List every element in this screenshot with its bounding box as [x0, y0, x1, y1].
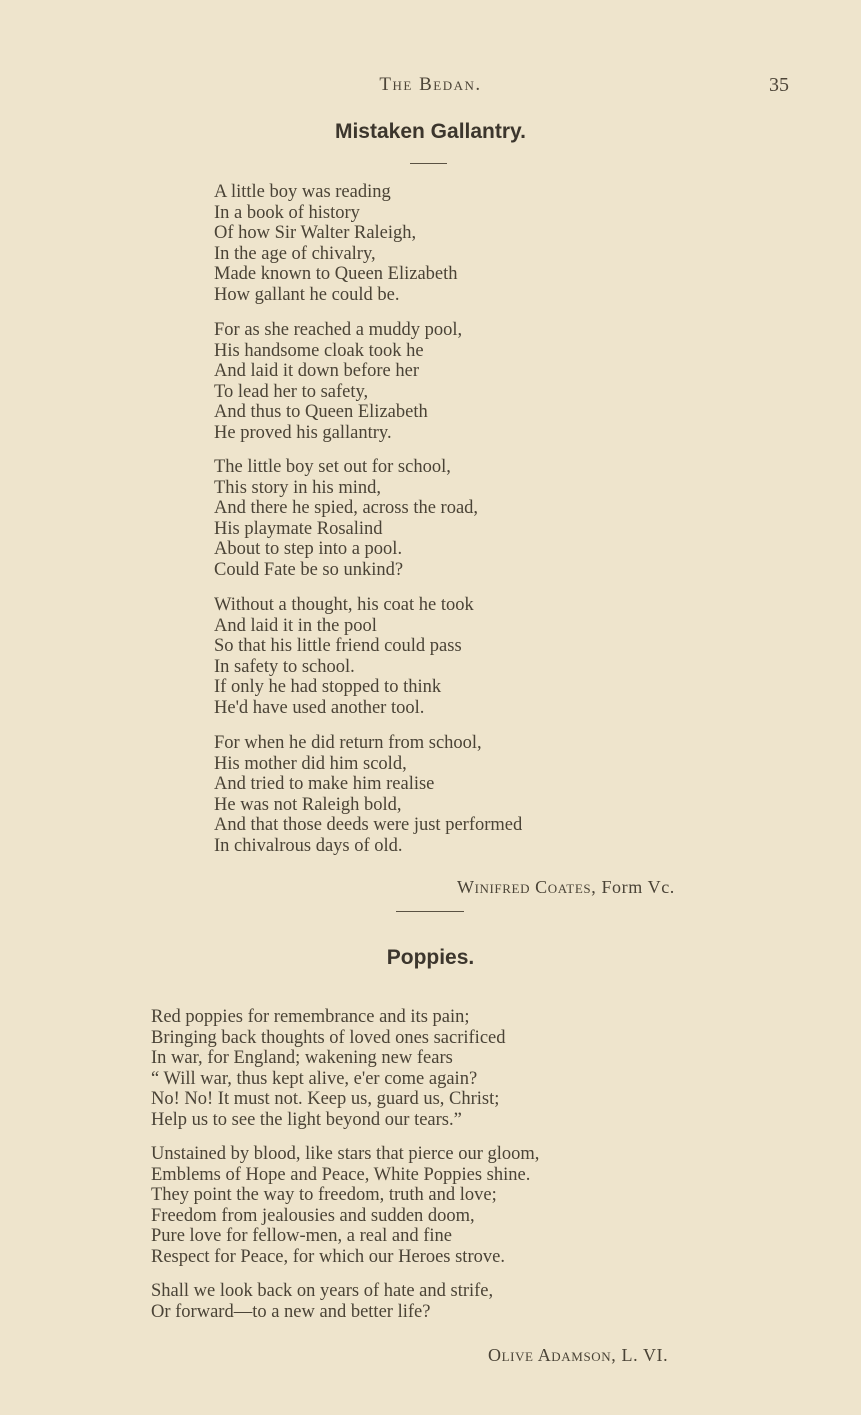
title-rule: [410, 163, 447, 164]
verse-line: Emblems of Hope and Peace, White Poppies shine.: [151, 1164, 531, 1185]
verse-line: In a book of history: [214, 202, 360, 223]
verse-line: And there he spied, across the road,: [214, 498, 479, 519]
verse-line: If only he had stopped to think: [214, 677, 442, 698]
verse-line: Without a thought, his coat he took: [214, 595, 474, 615]
poem-1-stanza-2: [214, 320, 462, 444]
verse-line: He proved his gallantry.: [214, 422, 392, 443]
verse-line: In the age of chivalry,: [214, 243, 376, 264]
poem-1-stanza-5: [214, 733, 522, 857]
verse-line: This story in his mind,: [214, 477, 382, 498]
poem-2-stanza-1: [151, 1007, 506, 1131]
verse-line: For as she reached a muddy pool,: [214, 320, 463, 340]
running-title: The Bedan.: [379, 74, 482, 95]
verse-line: And that those deeds were just performed: [214, 815, 523, 836]
poem-1-author: [457, 877, 675, 898]
verse-line: No! No! It must not. Keep us, guard us, Christ;: [151, 1089, 500, 1110]
verse-line: And laid it in the pool: [214, 615, 377, 636]
verse-line: In war, for England; wakening new fears: [151, 1048, 453, 1069]
verse-line: His handsome cloak took he: [214, 340, 424, 361]
poem-1-stanza-4: [214, 595, 474, 719]
verse-line: Made known to Queen Elizabeth: [214, 264, 458, 285]
author-form: L. VI.: [621, 1345, 669, 1365]
verse-line: So that his little friend could pass: [214, 636, 462, 657]
verse-line: To lead her to safety,: [214, 381, 369, 402]
verse-line: And laid it down before her: [214, 361, 419, 382]
verse-line: A little boy was reading: [214, 182, 391, 202]
verse-line: Of how Sir Walter Raleigh,: [214, 223, 417, 244]
poem-2-stanza-3: [151, 1281, 493, 1322]
verse-line: Could Fate be so unkind?: [214, 559, 404, 580]
verse-line: For when he did return from school,: [214, 733, 482, 753]
verse-line: In chivalrous days of old.: [214, 835, 403, 856]
verse-line: They point the way to freedom, truth and love;: [151, 1185, 497, 1206]
verse-line: Pure love for fellow-men, a real and fine: [151, 1226, 453, 1247]
verse-line: His playmate Rosalind: [214, 518, 383, 539]
poem-title-mistaken-gallantry: Mistaken Gallantry.: [334, 120, 526, 143]
verse-line: Respect for Peace, for which our Heroes strove.: [151, 1246, 505, 1267]
verse-line: Or forward—to a new and better life?: [151, 1301, 431, 1322]
verse-line: “ Will war, thus kept alive, e'er come again?: [151, 1068, 478, 1089]
verse-line: About to step into a pool.: [214, 539, 403, 560]
verse-line: Red poppies for remembrance and its pain;: [151, 1007, 470, 1027]
author-form: Form Vc.: [601, 877, 675, 897]
verse-line: Bringing back thoughts of loved ones sacrificed: [151, 1027, 506, 1048]
poem-2-stanza-2: [151, 1144, 539, 1268]
poem-1-stanza-1: [214, 182, 458, 306]
verse-line: In safety to school.: [214, 656, 355, 677]
section-divider: [396, 911, 464, 912]
poem-2-author: [488, 1345, 668, 1366]
poem-1-stanza-3: [214, 457, 478, 581]
verse-line: And tried to make him realise: [214, 774, 435, 795]
verse-line: How gallant he could be.: [214, 284, 400, 305]
author-name: Olive Adamson,: [488, 1345, 617, 1365]
verse-line: Help us to see the light beyond our tears.”: [151, 1109, 462, 1130]
verse-line: Shall we look back on years of hate and strife,: [151, 1281, 494, 1301]
author-name: Winifred Coates,: [457, 877, 597, 897]
verse-line: He was not Raleigh bold,: [214, 794, 402, 815]
verse-line: The little boy set out for school,: [214, 457, 451, 477]
verse-line: His mother did him scold,: [214, 753, 407, 774]
verse-line: He'd have used another tool.: [214, 697, 425, 718]
verse-line: And thus to Queen Elizabeth: [214, 402, 428, 423]
verse-line: Freedom from jealousies and sudden doom,: [151, 1205, 475, 1226]
page-header: [0, 74, 861, 98]
verse-line: Unstained by blood, like stars that pierce our gloom,: [151, 1144, 540, 1164]
poem-title-poppies: Poppies.: [386, 946, 475, 969]
page-number: 35: [769, 74, 789, 96]
